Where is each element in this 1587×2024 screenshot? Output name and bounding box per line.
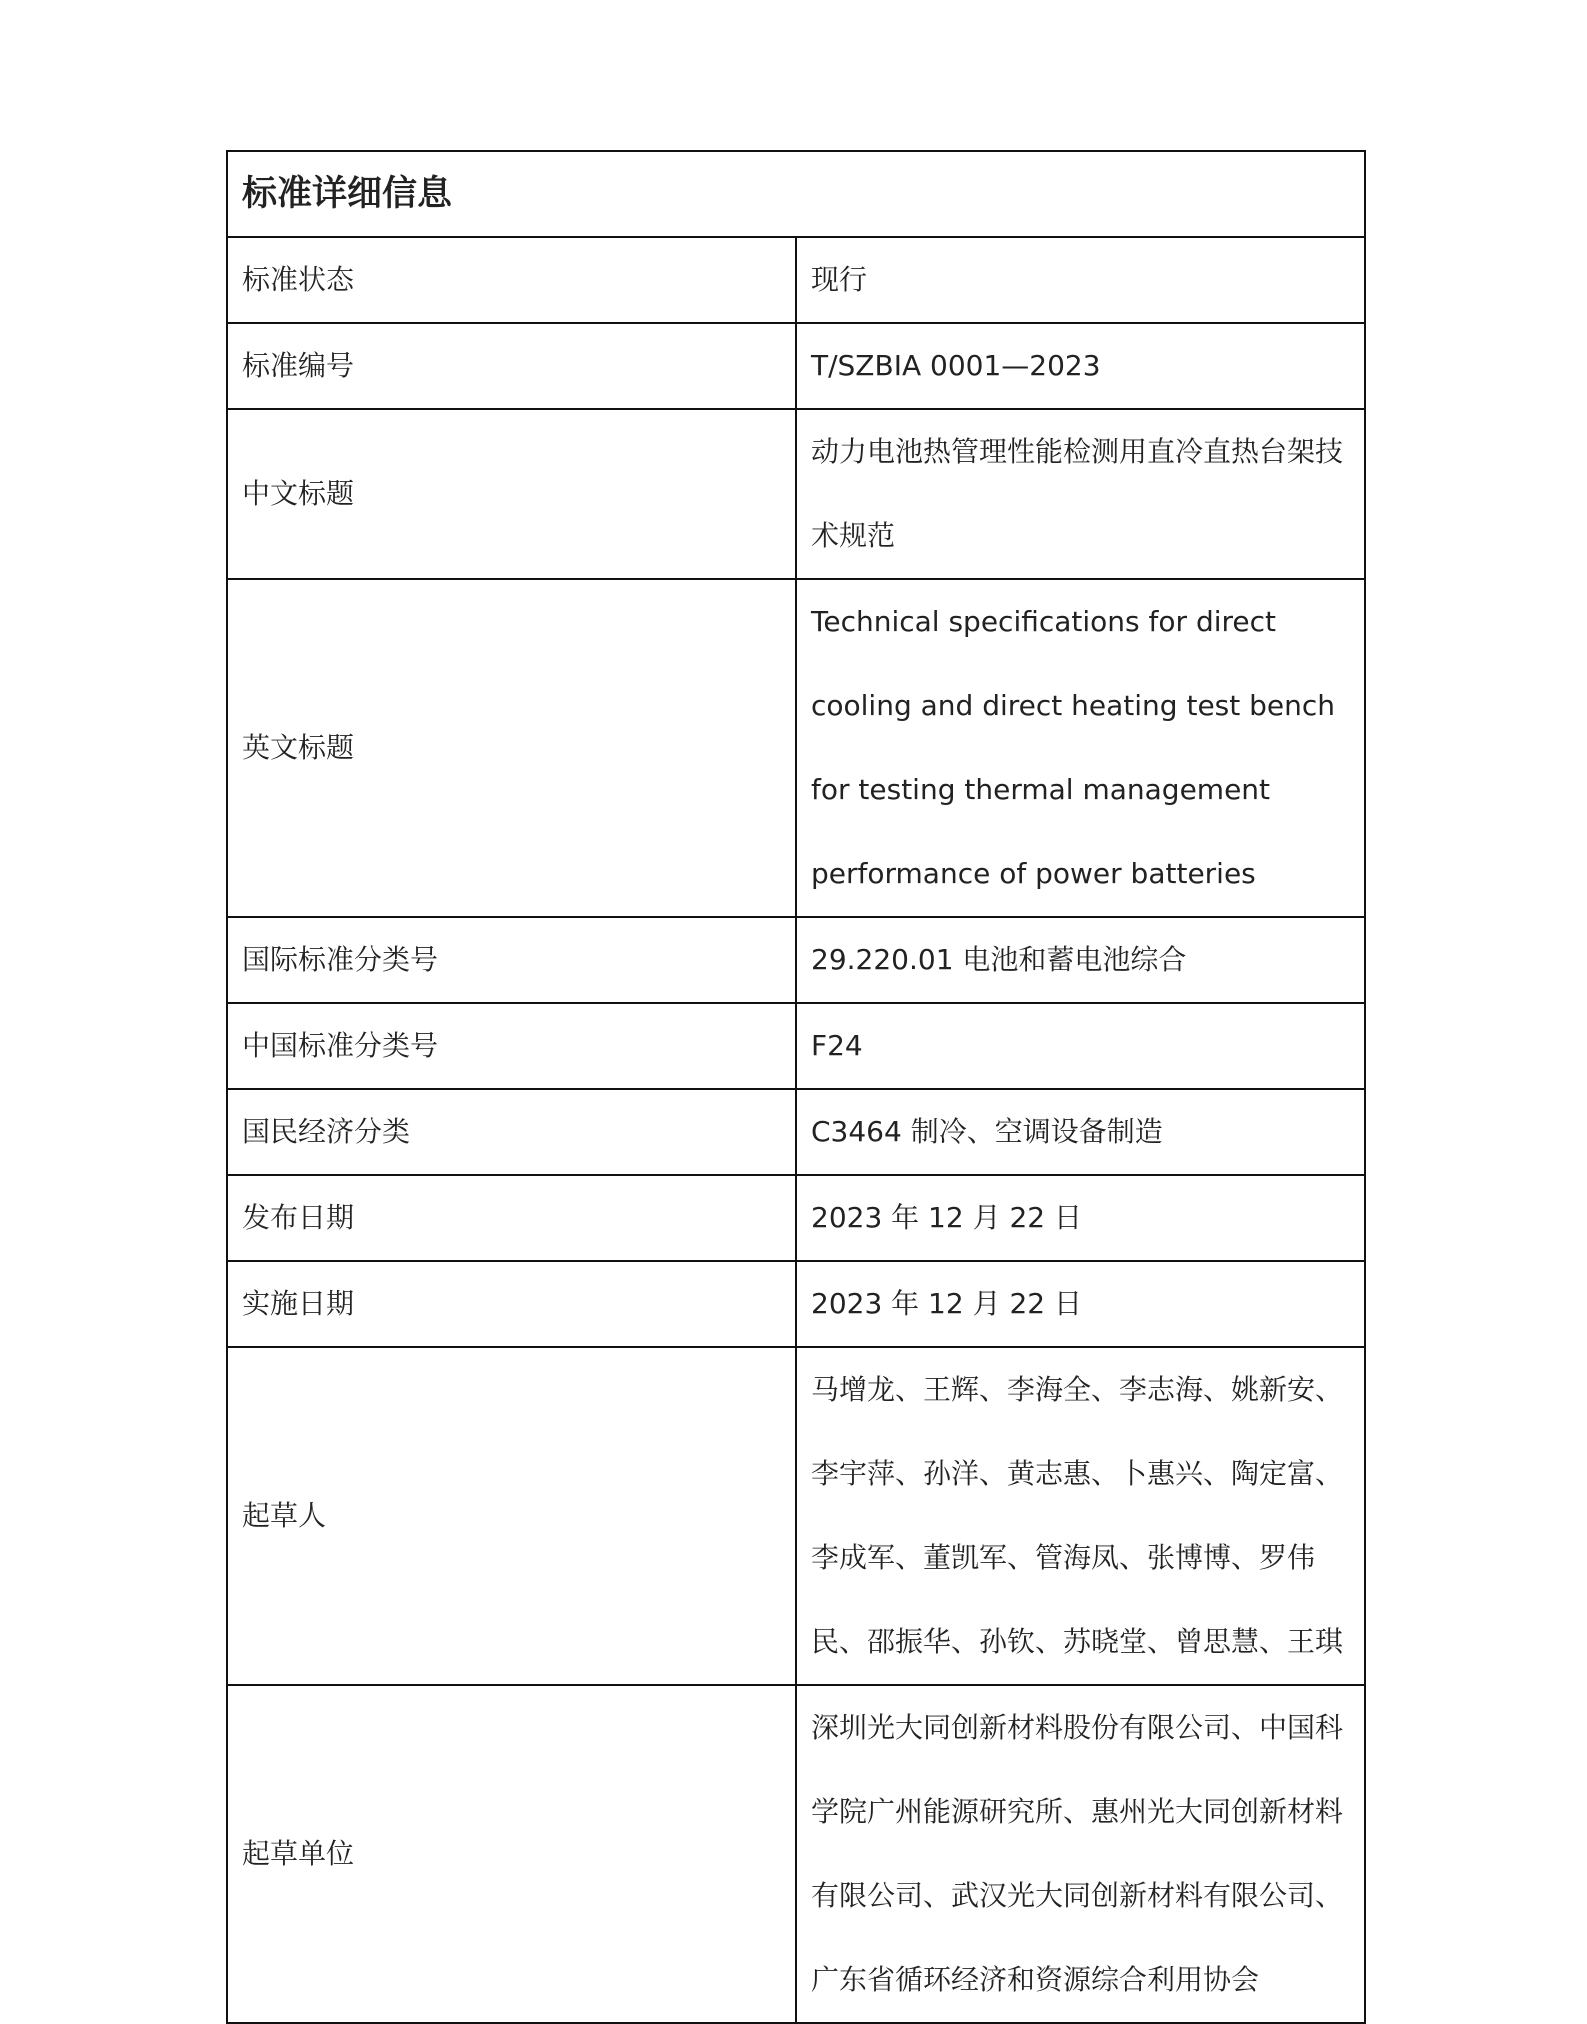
table-row-ics [227,917,1365,1003]
table-row-drafters [227,1347,1365,1685]
row-label: 发布日期 [227,1175,796,1261]
row-label: 国民经济分类 [227,1089,796,1175]
row-label: 起草人 [227,1347,796,1685]
row-value: 29.220.01 电池和蓄电池综合 [796,917,1365,1003]
row-label: 标准状态 [227,237,796,323]
row-label: 标准编号 [227,323,796,409]
row-value: Technical specifications for direct cooling and direct heating test bench for testing thermal management performance of power batteries [796,579,1365,917]
row-value: F24 [796,1003,1365,1089]
row-value: C3464 制冷、空调设备制造 [796,1089,1365,1175]
table-row-drafting-units [227,1685,1365,2023]
row-value: T/SZBIA 0001—2023 [796,323,1365,409]
row-value: 动力电池热管理性能检测用直冷直热台架技术规范 [796,409,1365,579]
row-value: 2023 年 12 月 22 日 [796,1175,1365,1261]
row-label: 国际标准分类号 [227,917,796,1003]
table-row-effective-date [227,1261,1365,1347]
row-label: 中文标题 [227,409,796,579]
table-row-english-title [227,579,1365,917]
table-heading: 标准详细信息 [227,151,1365,237]
row-value: 2023 年 12 月 22 日 [796,1261,1365,1347]
row-label: 中国标准分类号 [227,1003,796,1089]
row-label: 实施日期 [227,1261,796,1347]
row-label: 起草单位 [227,1685,796,2023]
table-heading-row [227,151,1365,237]
row-value: 马增龙、王辉、李海全、李志海、姚新安、李宇萍、孙洋、黄志惠、卜惠兴、陶定富、李成军、董凯军、管海凤、张博博、罗伟民、邵振华、孙钦、苏晓堂、曾思慧、王琪 [796,1347,1365,1685]
row-label: 英文标题 [227,579,796,917]
table-row-economy-class [227,1089,1365,1175]
table-row-status [227,237,1365,323]
standard-details-table [226,150,1366,2024]
table-row-ccs [227,1003,1365,1089]
table-row-chinese-title [227,409,1365,579]
row-value: 深圳光大同创新材料股份有限公司、中国科学院广州能源研究所、惠州光大同创新材料有限公司、武汉光大同创新材料有限公司、广东省循环经济和资源综合利用协会 [796,1685,1365,2023]
row-value: 现行 [796,237,1365,323]
table-row-number [227,323,1365,409]
table-row-publish-date [227,1175,1365,1261]
